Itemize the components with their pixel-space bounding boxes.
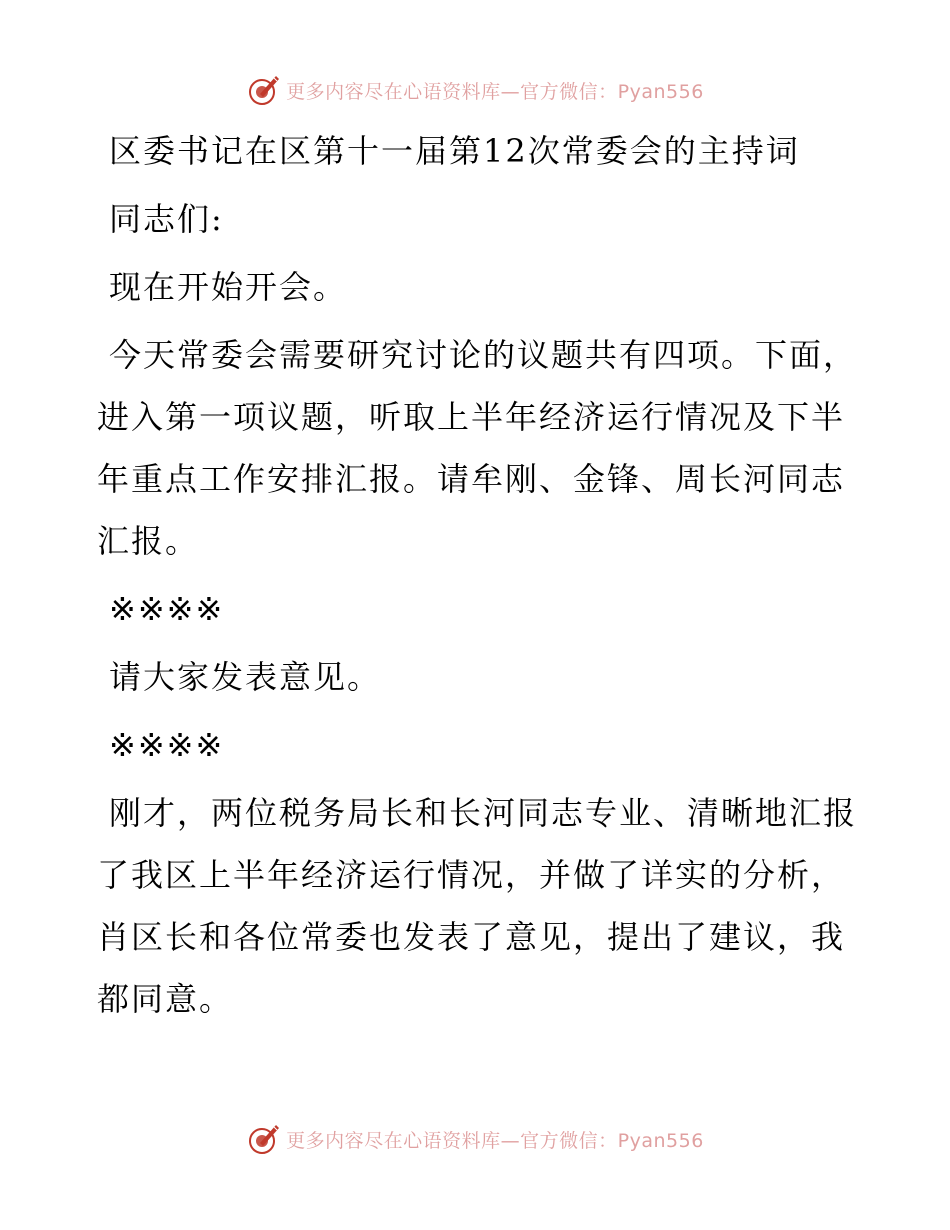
paragraph-opening: 现在开始开会。 (109, 268, 348, 306)
paragraph-greeting: 同志们: (109, 200, 224, 238)
header-banner-handle: Pyan556 (617, 80, 704, 103)
paragraph-separator-1: ※※※※ (109, 590, 225, 628)
paragraph-agenda-text: 今天常委会需要研究讨论的议题共有四项。下面，进入第一项议题，听取上半年经济运行情况及下半年重点工作安排汇报。请牟刚、金锋、周长河同志汇报。 (97, 336, 858, 560)
header-banner-label: 更多内容尽在心语资料库—官方微信： (286, 80, 618, 103)
paragraph-summary-text: 刚才，两位税务局长和长河同志专业、清晰地汇报了我区上半年经济运行情况，并做了详实的分析，肖区长和各位常委也发表了意见，提出了建议，我都同意。 (97, 794, 858, 1018)
document-body (97, 120, 857, 1036)
paragraph-invite-comments: 请大家发表意见。 (109, 658, 382, 696)
page-header-banner (0, 70, 950, 110)
footer-banner-label: 更多内容尽在心语资料库—官方微信： (286, 1129, 618, 1152)
footer-banner-handle: Pyan556 (617, 1129, 704, 1152)
document-title: 区委书记在区第十一届第12次常委会的主持词 (109, 132, 800, 170)
paragraph-agenda (97, 324, 857, 572)
page-footer-banner (0, 1119, 950, 1159)
quill-logo-icon (246, 1121, 282, 1157)
header-banner-text (286, 77, 704, 104)
quill-logo-icon (246, 72, 282, 108)
footer-banner-text (286, 1126, 704, 1153)
paragraph-summary (97, 782, 857, 1030)
paragraph-separator-2: ※※※※ (109, 726, 225, 764)
